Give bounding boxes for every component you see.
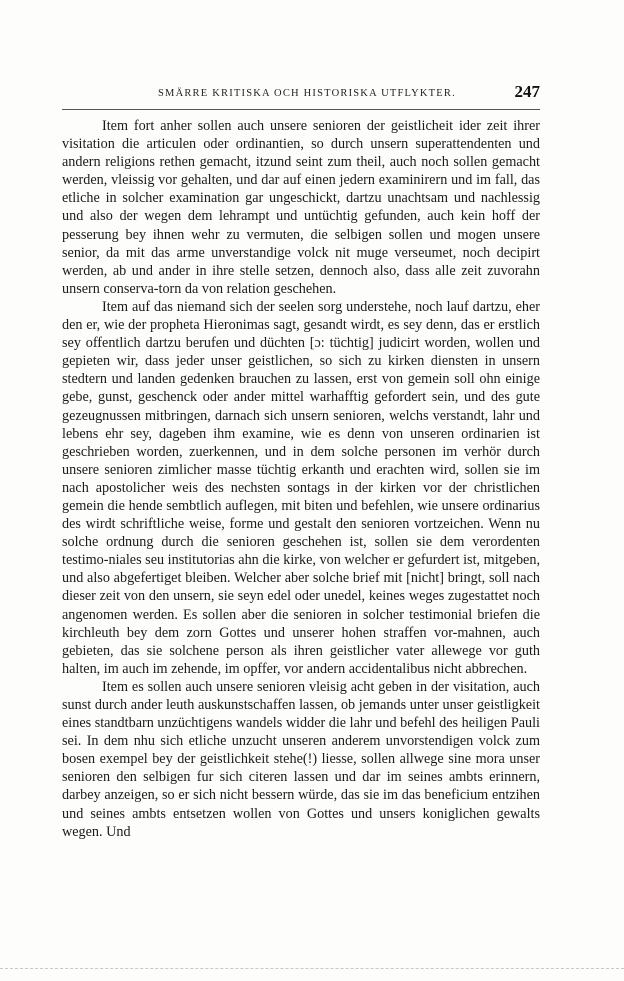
paragraph: Item es sollen auch unsere senioren vleisig acht geben in der visitation, auch sunst durch ander leuth auskunstschaffen lassen, ob jemands unter unser geistligkeit eines standtbarn unzüchtigens wandels widder die lahr und befehl des heiligen Pauli sei. In dem nhu sich etliche unzucht unseren anderem unvorstendigen volck zum bosen exempel bey der geistlichkeit stehe(!) liesse, sollen allwege sine mora unser senioren den selbigen fur sich citeren lassen und dar im seines ambts erinnern, darbey anzeigen, so er sich nicht bessern würde, das sie im das beneficium entzihen und seines ambts entsetzen wollen von Gottes und unsers koniglichen gewalts wegen. Und [62, 678, 540, 840]
header-rule [62, 109, 540, 110]
running-title: SMÄRRE KRITISKA OCH HISTORISKA UTFLYKTER. [158, 88, 456, 99]
page-number: 247 [514, 82, 540, 101]
paragraph: Item fort anher sollen auch unsere senioren der geistlicheit ider zeit ihrer visitation die articulen oder ordinantien, so durch unsern superattendenten und andern religions rethen gemacht, itzund seint zum theil, auch noch sollen gemacht werden, vleissig vor gehalten, und dar auf einen jedern examinirern und im fall, das etliche in solcher examination gar ungeschickt, dartzu unachtsam und nachlessig und also der wegen dem lehrampt und untüchtig gefunden, auch kein hoff der pesserung bey ihnen wehr zu vermuten, die selbigen sollen und mogen unsere senior, da mit das arme unverstandige volck nit muge verseumet, noch decipirt werden, ab und ander in ihre stelle setzen, dennoch also, dass alle zeit zuvorahn unsern conserva-torn da von relation geschehen. [62, 118, 540, 297]
running-header [62, 82, 540, 106]
body-text [62, 117, 540, 841]
page-bottom-edge [0, 968, 624, 969]
paragraph: Item auf das niemand sich der seelen sorg understehe, noch lauf dartzu, eher den er, wie der propheta Hieronimas sagt, gesandt wirdt, es sey denn, das er erstlich sey offentlich dartzu berufen und düchten [ɔ: tüchtig] judicirt worden, wollen und gepieten wir, dass jeder unser geistlichen, so sich zu kirken diensten in unsern stedtern und landen gedenken brauchen zu lassen, erst von gemein soll ohn einige gebe, gunst, geschenck oder ander mittel warhafftig gefordert sein, und des gute gezeugnussen mitbringen, darnach sich unsern senioren, welchs verstandt, lahr und lebens ehr sey, dageben ihm examine, wie es denn von unseren ordinarien ist geschrieben worden, zuerkennen, und in dem solche personen im verhör durch unsere senioren zimlicher masse tüchtig erkanth und erachten wird, sollen sie im nach apostolicher weis des nechsten sontags in der kirken vor der christlichen gemein die hende sembtlich auflegen, mit biten und befehlen, wie unsere ordinarius des wirdt schriftliche weise, forme und gestalt den senioren vortzeichen. Wenn nu solche ordnung durch die senioren geschehen ist, sollen sie dem verordenten testimo-niales seu institutorias ahn die kirke, von welcher er gefurdert ist, mitgeben, und also abgefertiget bleiben. Welcher aber solche brief mit [nicht] bringt, soll nach dieser zeit von den unsern, sie seyn edel oder unedel, keines weges zugestattet noch angenomen werden. Es sollen aber die senioren in solcher testimonial briefen die kirchleuth bey dem zorn Gottes und unserer hohen straffen vor-mahnen, auch gebieten, das sie solchene person als ihren geistlicher vater allewege vor guth halten, im auch im zehende, im opffer, vor andern accidentalibus nicht abbrechen. [62, 298, 540, 677]
